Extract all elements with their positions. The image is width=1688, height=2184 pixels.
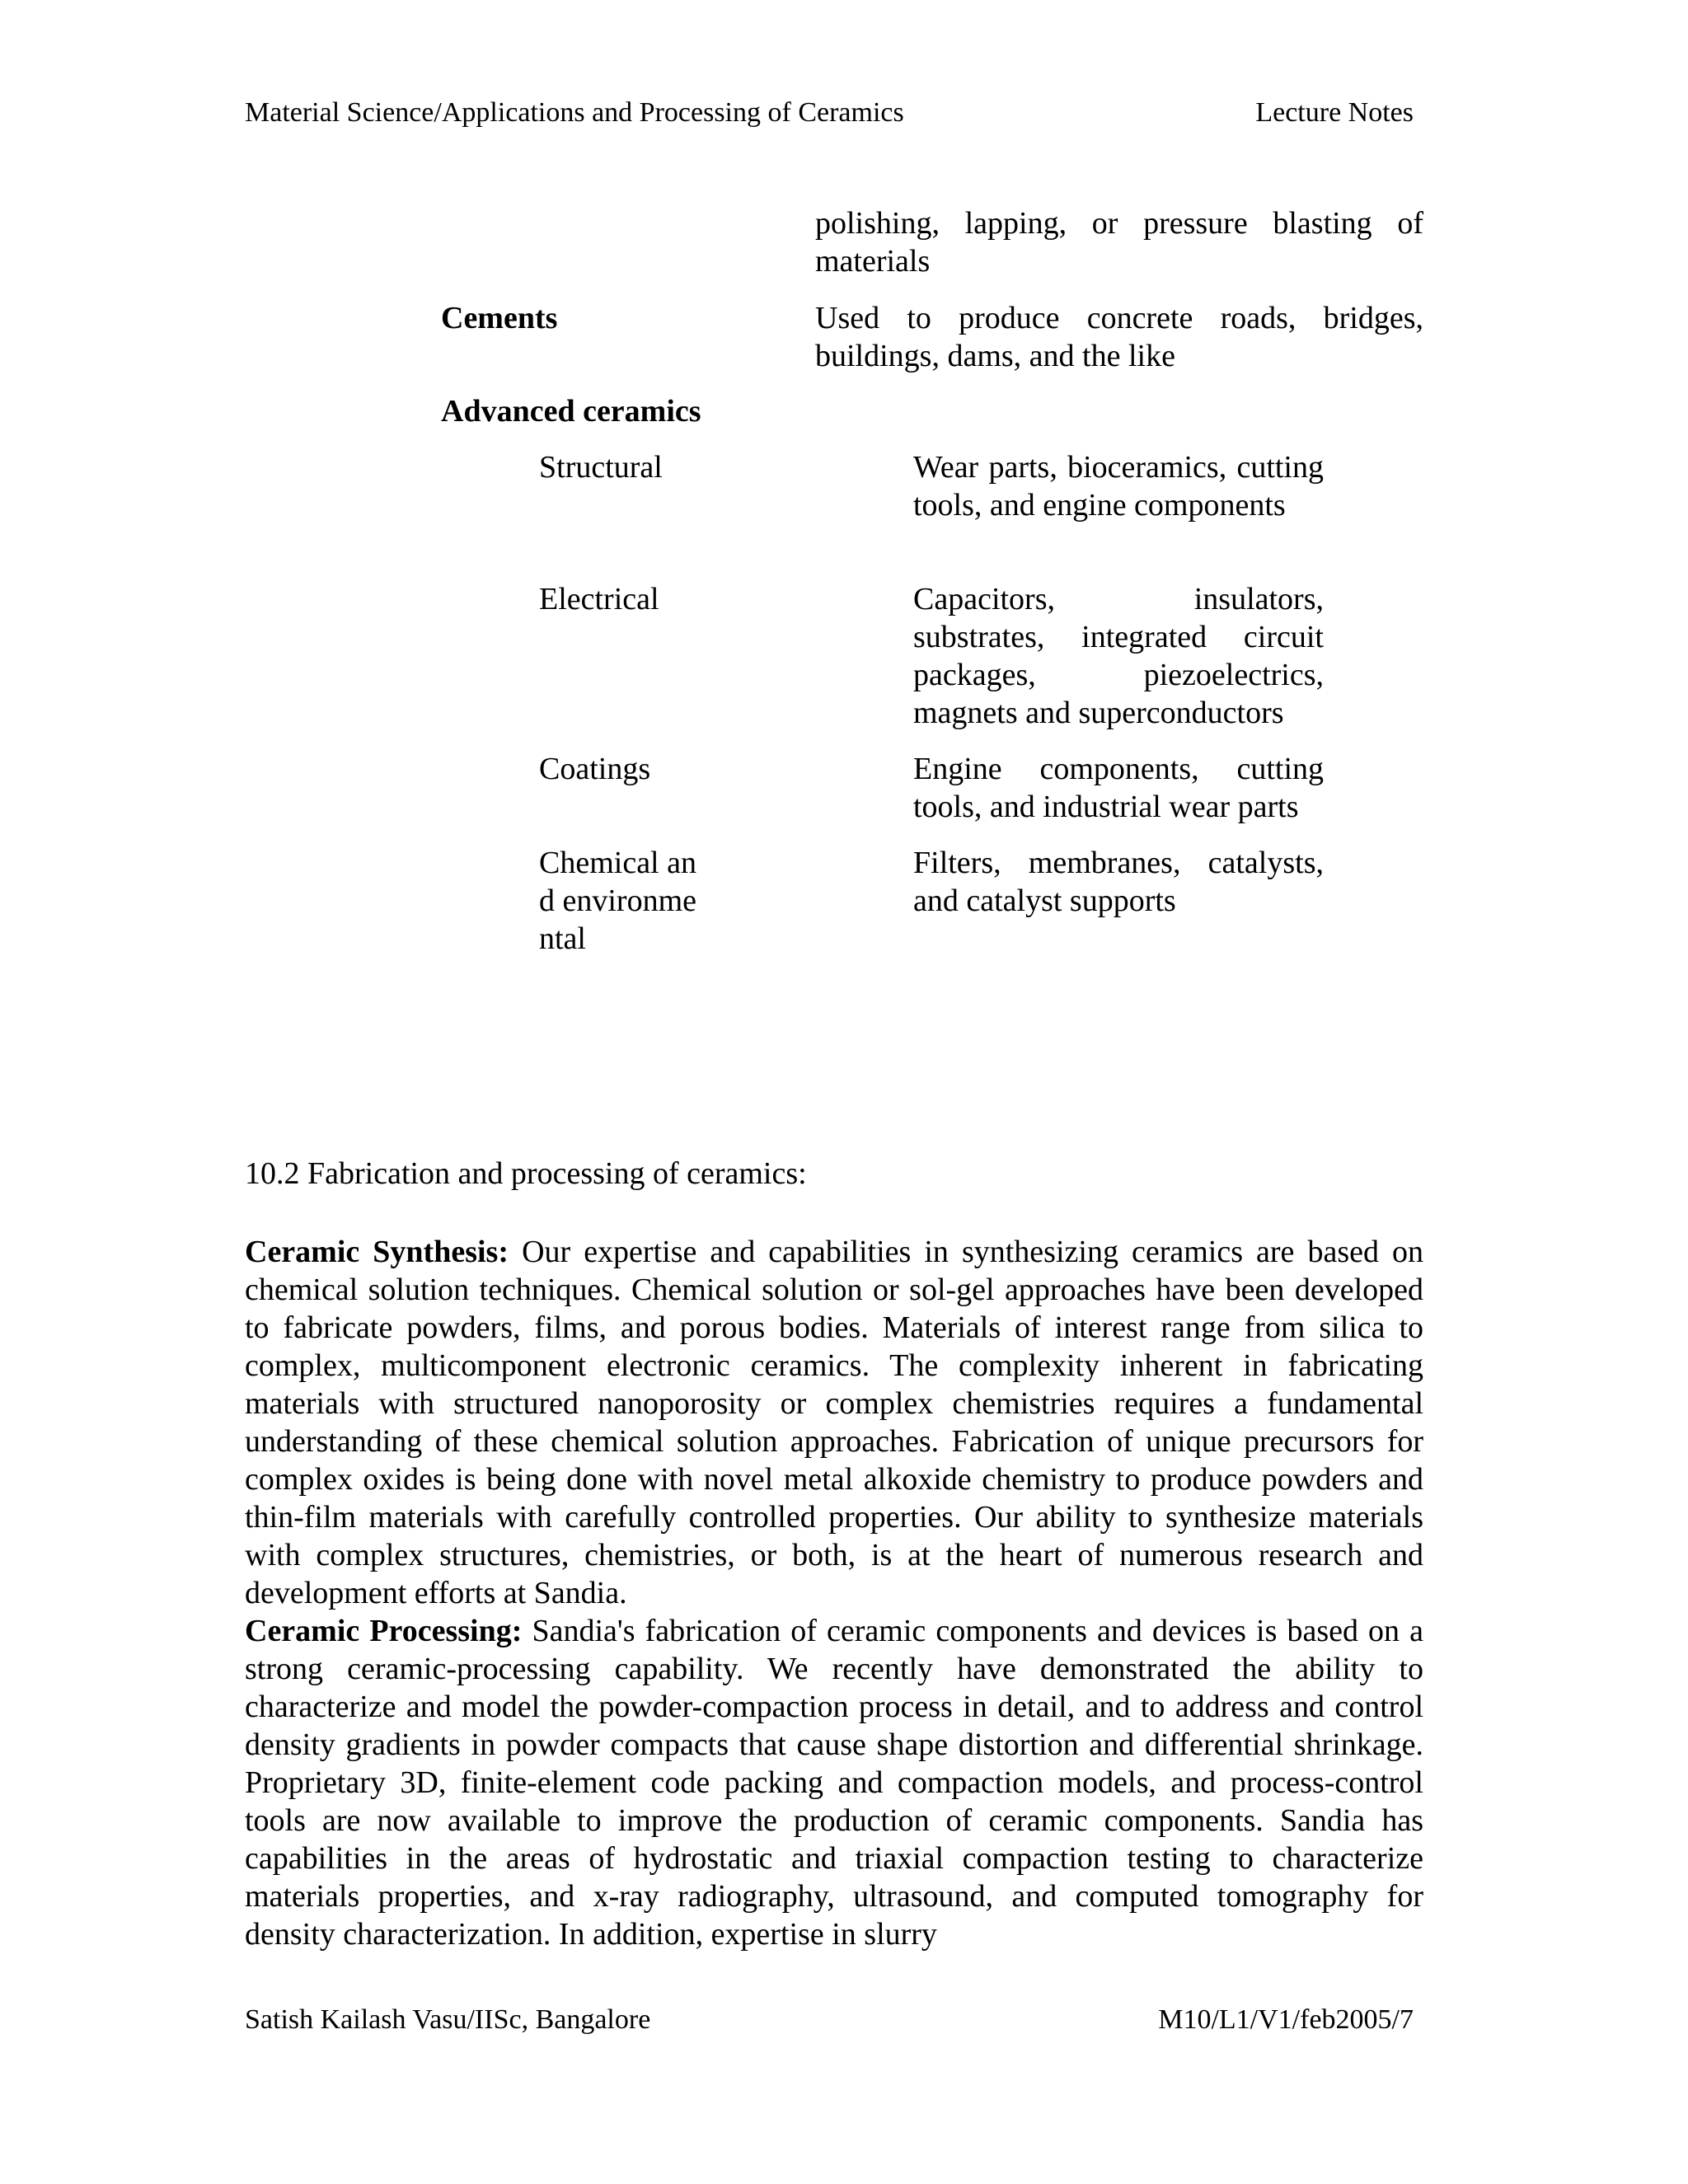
paragraph-text: Our expertise and capabilities in synthesizing ceramics are based on chemical solution techniques. Chemical solution or sol-gel approaches have been developed to fabricate powders, films, and porous bodies. Materials of interest range from silica to complex, multicomponent electronic ceramics. The complexity inherent in fabricating materials with structured nanoporosity or complex chemistries requires a fundamental understanding of these chemical solution approaches. Fabrication of unique precursors for complex oxides is being done with novel metal alkoxide chemistry to produce powders and thin-film materials with carefully controlled properties. Our ability to synthesize materials with complex structures, chemistries, or both, is at the heart of numerous research and development efforts at Sandia.: [245, 1235, 1424, 1610]
paragraph-title: Ceramic Processing: [245, 1614, 512, 1648]
continuation-description: polishing, lapping, or pressure blasting of materials: [815, 206, 1423, 279]
cements-description: Used to produce concrete roads, bridges, buildings, dams, and the like: [815, 301, 1423, 373]
footer-author: Satish Kailash Vasu/IISc, Bangalore: [245, 2004, 651, 2035]
page-header: [245, 97, 1414, 129]
electrical-description: Capacitors, insulators, substrates, integrated circuit packages, piezoelectrics, magnets and superconductors: [913, 582, 1324, 730]
paragraph-ceramic-processing: [245, 1612, 1423, 1953]
footer-page-code: M10/L1/V1/feb2005/7: [1158, 2004, 1414, 2035]
paragraph-ceramic-synthesis: [245, 1233, 1423, 1612]
section-body: [245, 1233, 1423, 1953]
page-footer: [245, 2004, 1414, 2036]
structural-description: Wear parts, bioceramics, cutting tools, and engine components: [913, 450, 1324, 523]
chemical-environmental-label: Chemical and environmental: [539, 846, 697, 956]
chemical-environmental-description: Filters, membranes, catalysts, and catalyst supports: [913, 846, 1324, 918]
cements-label: Cements: [441, 301, 558, 335]
structural-label: Structural: [539, 450, 663, 485]
coatings-description: Engine components, cutting tools, and industrial wear parts: [913, 752, 1324, 824]
section-heading: 10.2 Fabrication and processing of ceramics:: [245, 1156, 807, 1191]
paragraph-title: Ceramic Synthesis: [245, 1235, 499, 1269]
header-course-title: Material Science/Applications and Processing of Ceramics: [245, 97, 904, 128]
paragraph-text: Sandia's fabrication of ceramic components and devices is based on a strong ceramic-processing capability. We recently have demonstrated the ability to characterize and model the powder-compaction process in detail, and to address and control density gradients in powder compacts that cause shape distortion and differential shrinkage. Proprietary 3D, finite-element code packing and compaction models, and process-control tools are now available to improve the production of ceramic components. Sandia has capabilities in the areas of hydrostatic and triaxial compaction testing to characterize materials properties, and x-ray radiography, ultrasound, and computed tomography for density characterization. In addition, expertise in slurry: [245, 1614, 1423, 1952]
advanced-ceramics-label: Advanced ceramics: [441, 394, 701, 429]
electrical-label: Electrical: [539, 582, 659, 616]
paragraph-separator: :: [498, 1235, 523, 1269]
header-doc-type: Lecture Notes: [1255, 97, 1414, 128]
paragraph-separator: :: [511, 1614, 532, 1648]
coatings-label: Coatings: [539, 752, 651, 786]
